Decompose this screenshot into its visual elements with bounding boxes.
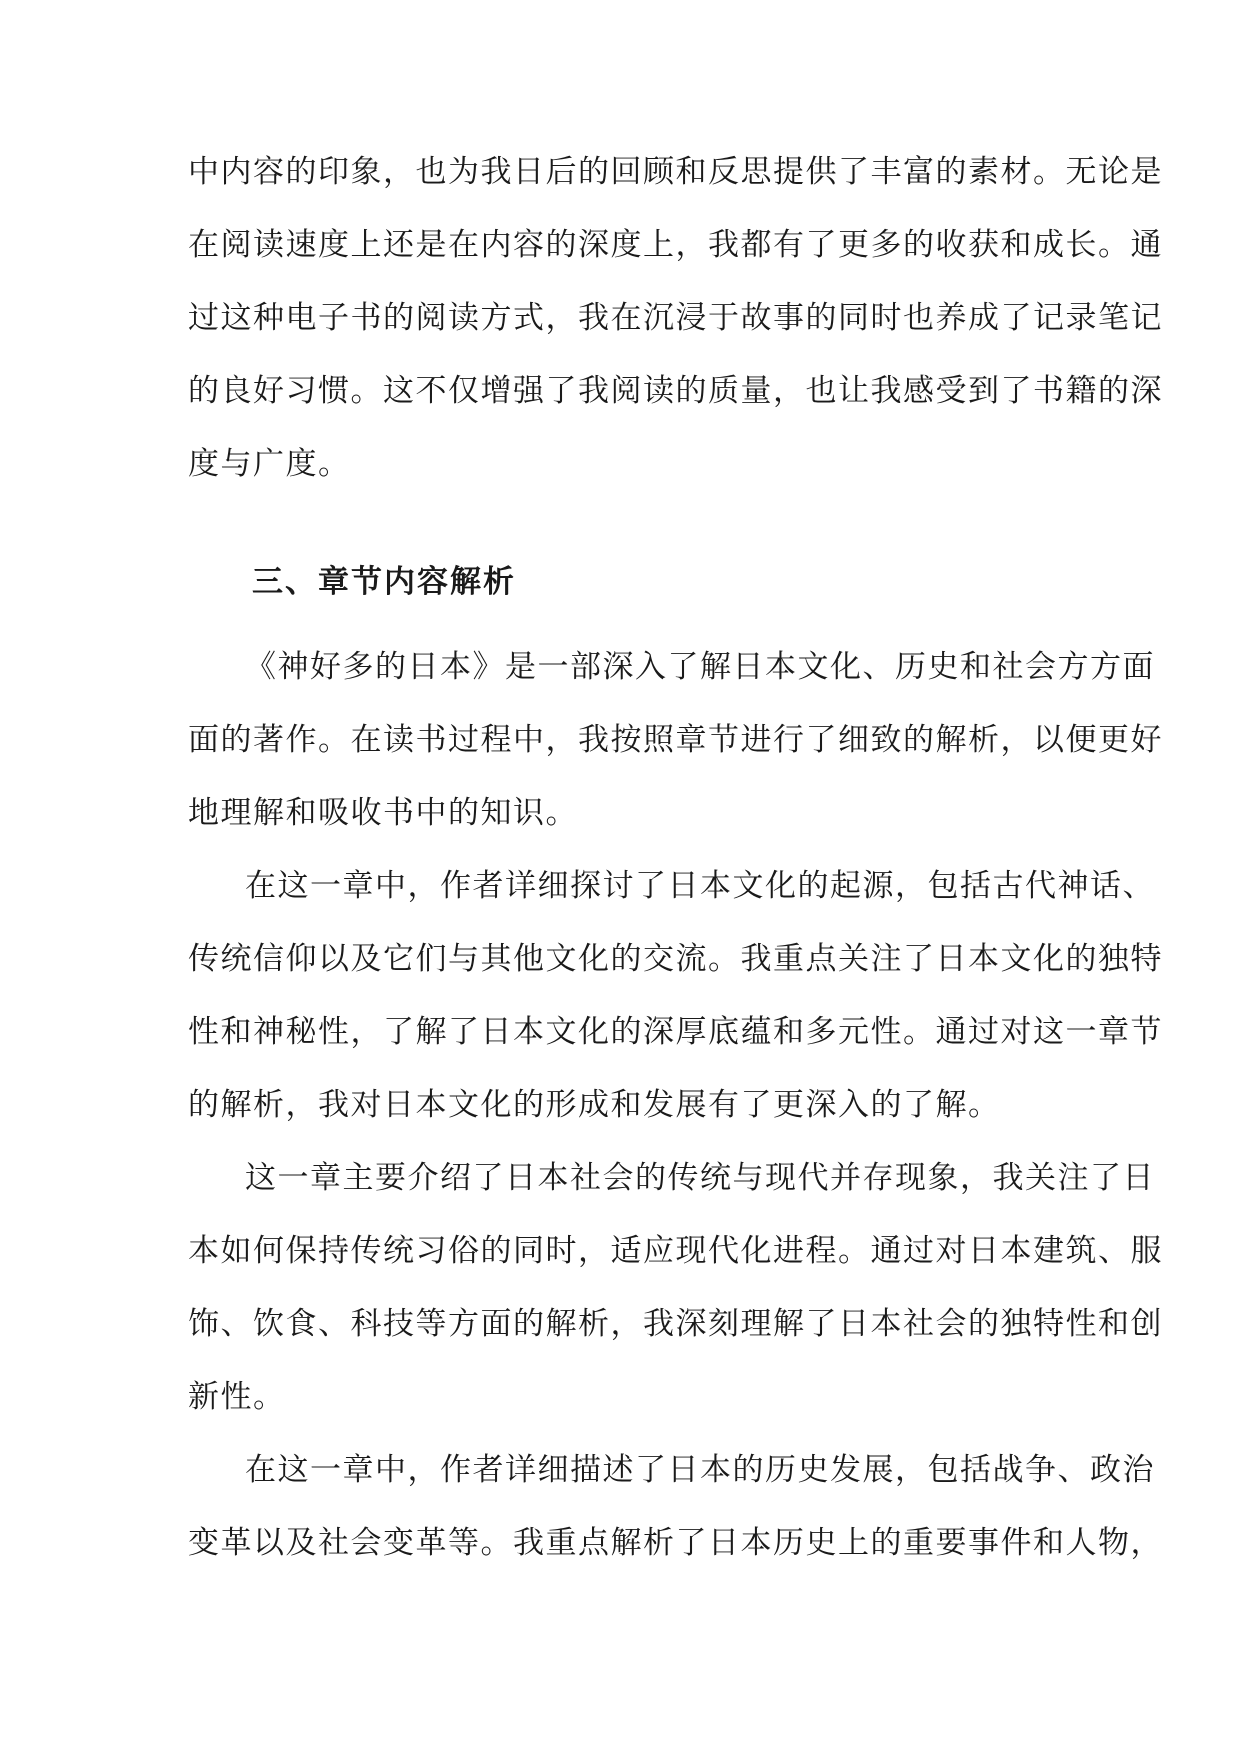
paragraph-line: 在这一章中，作者详细探讨了日本文化的起源，包括古代神话、 bbox=[245, 868, 1155, 904]
paragraph-line: 新性。 bbox=[188, 1379, 286, 1415]
section-heading: 三、章节内容解析 bbox=[252, 564, 516, 600]
paragraph-line: 变革以及社会变革等。我重点解析了日本历史上的重要事件和人物， bbox=[188, 1525, 1163, 1561]
paragraph-line: 过这种电子书的阅读方式，我在沉浸于故事的同时也养成了记录笔记 bbox=[188, 300, 1163, 336]
paragraph-line: 面的著作。在读书过程中，我按照章节进行了细致的解析，以便更好 bbox=[188, 722, 1163, 758]
paragraph-line: 饰、饮食、科技等方面的解析，我深刻理解了日本社会的独特性和创 bbox=[188, 1306, 1163, 1342]
paragraph-line: 度与广度。 bbox=[188, 446, 351, 482]
paragraph-line: 《神好多的日本》是一部深入了解日本文化、历史和社会方方面 bbox=[245, 649, 1155, 685]
paragraph-line: 这一章主要介绍了日本社会的传统与现代并存现象，我关注了日 bbox=[245, 1160, 1155, 1196]
paragraph-line: 在这一章中，作者详细描述了日本的历史发展，包括战争、政治 bbox=[245, 1452, 1155, 1488]
paragraph-line: 地理解和吸收书中的知识。 bbox=[188, 795, 578, 831]
paragraph-line: 的良好习惯。这不仅增强了我阅读的质量，也让我感受到了书籍的深 bbox=[188, 373, 1163, 409]
paragraph-line: 的解析，我对日本文化的形成和发展有了更深入的了解。 bbox=[188, 1087, 1001, 1123]
paragraph-line: 本如何保持传统习俗的同时，适应现代化进程。通过对日本建筑、服 bbox=[188, 1233, 1163, 1269]
paragraph-line: 传统信仰以及它们与其他文化的交流。我重点关注了日本文化的独特 bbox=[188, 941, 1163, 977]
paragraph-line: 中内容的印象，也为我日后的回顾和反思提供了丰富的素材。无论是 bbox=[188, 154, 1163, 190]
paragraph-line: 在阅读速度上还是在内容的深度上，我都有了更多的收获和成长。通 bbox=[188, 227, 1163, 263]
paragraph-line: 性和神秘性，了解了日本文化的深厚底蕴和多元性。通过对这一章节 bbox=[188, 1014, 1163, 1050]
